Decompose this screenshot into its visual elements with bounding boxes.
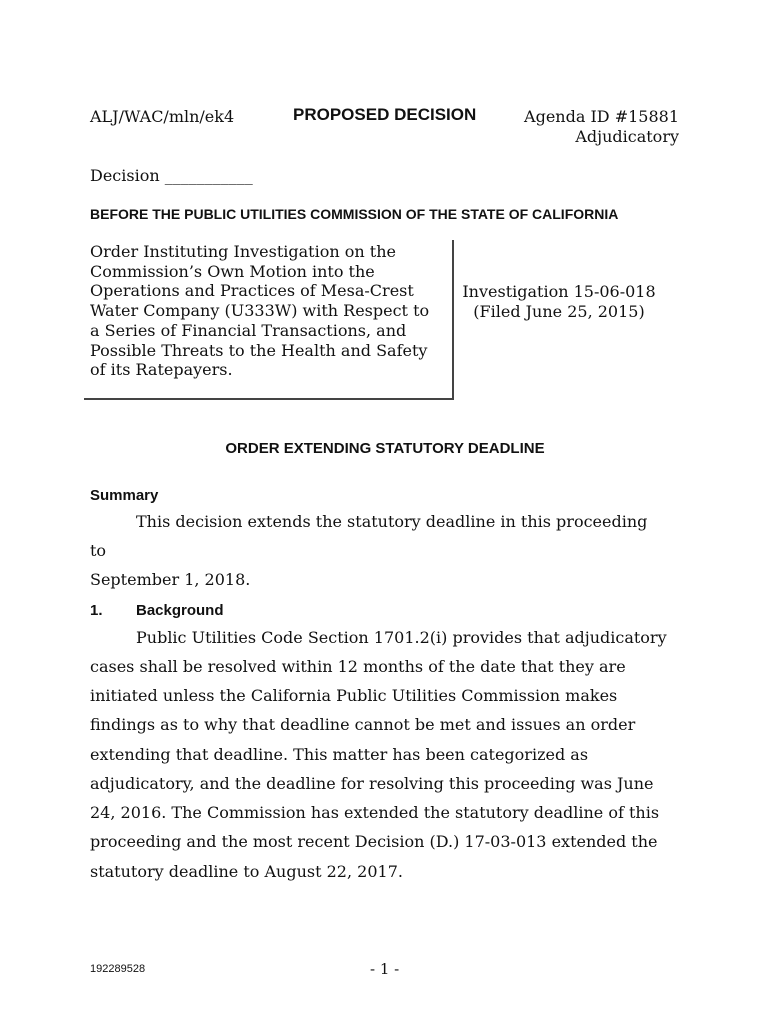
page-number: - 1 - [370, 960, 400, 978]
case-caption [90, 242, 450, 380]
footer-document-id: 192289528 [90, 963, 146, 975]
investigation-number: Investigation 15-06-018 [462, 282, 656, 301]
court-title: BEFORE THE PUBLIC UTILITIES COMMISSION OF THE STATE OF CALIFORNIA [90, 206, 619, 222]
background-heading: Background [136, 602, 224, 619]
agenda-category: Adjudicatory [575, 127, 679, 146]
caption-line: Water Company (U333W) with Respect to [90, 301, 430, 321]
background-line: proceeding and the most recent Decision (D.) 17-03-013 extended the [90, 832, 658, 851]
background-line: findings as to why that deadline cannot be met and issues an order [90, 715, 636, 734]
section-number: 1. [90, 602, 103, 619]
summary-line: to [90, 541, 107, 560]
background-line: initiated unless the California Public Utilities Commission makes [90, 686, 618, 705]
summary-line: September 1, 2018. [90, 570, 251, 589]
caption-line: Commission’s Own Motion into the [90, 261, 375, 281]
case-number [459, 282, 659, 321]
background-line: Public Utilities Code Section 1701.2(i) provides that adjudicatory [136, 628, 667, 647]
header-agenda [524, 107, 679, 147]
caption-line: a Series of Financial Transactions, and [90, 320, 407, 340]
caption-vertical-rule [452, 240, 454, 400]
background-line: cases shall be resolved within 12 months of the date that they are [90, 657, 626, 676]
background-line: extending that deadline. This matter has been categorized as [90, 745, 589, 764]
summary-heading: Summary [90, 487, 159, 504]
summary-line: This decision extends the statutory deadline in this proceeding [136, 512, 648, 531]
caption-line: Operations and Practices of Mesa-Crest [90, 281, 414, 301]
decision-number-line: Decision ___________ [90, 166, 253, 185]
background-line: adjudicatory, and the deadline for resolving this proceeding was June [90, 774, 654, 793]
filed-date: (Filed June 25, 2015) [473, 301, 645, 321]
background-line: 24, 2016. The Commission has extended the statutory deadline of this [90, 803, 660, 822]
agenda-id: Agenda ID #15881 [524, 107, 679, 126]
caption-line: Possible Threats to the Health and Safety [90, 340, 428, 360]
caption-line: of its Ratepayers. [90, 360, 233, 380]
caption-line: Order Instituting Investigation on the [90, 242, 396, 261]
caption-horizontal-rule [84, 398, 454, 400]
order-title: ORDER EXTENDING STATUTORY DEADLINE [225, 440, 545, 457]
header-proposed-decision: PROPOSED DECISION [293, 105, 477, 124]
header-docket-code: ALJ/WAC/mln/ek4 [90, 107, 235, 126]
background-line: statutory deadline to August 22, 2017. [90, 862, 403, 881]
